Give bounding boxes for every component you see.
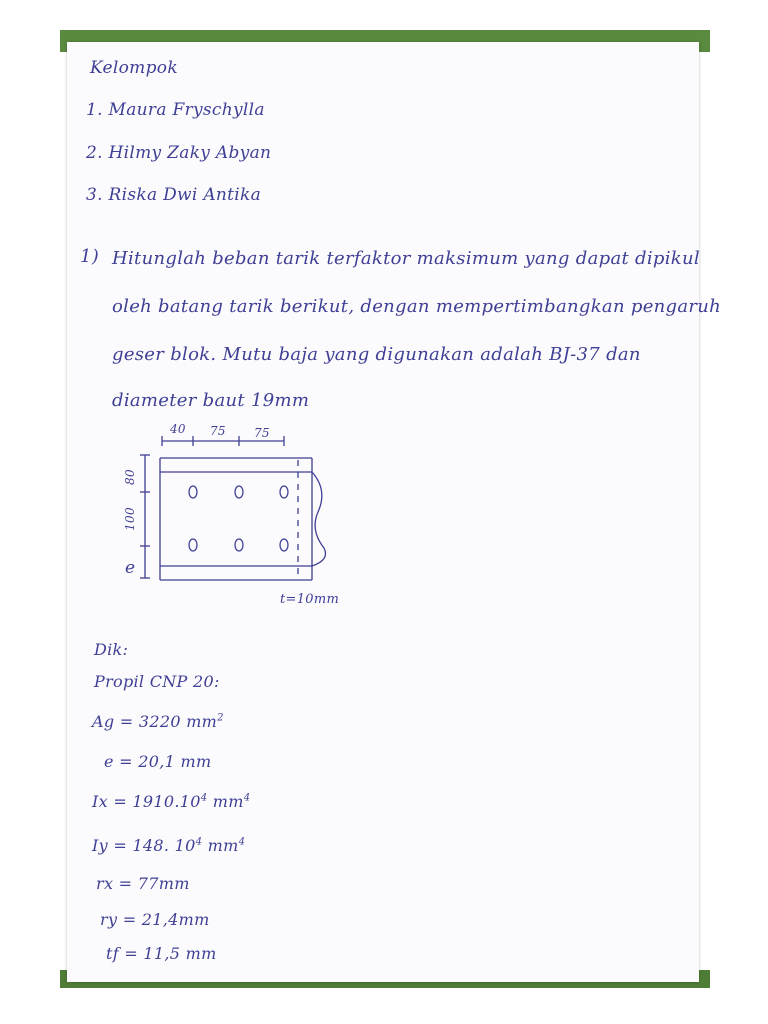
bolt-hole bbox=[189, 539, 197, 551]
given-tf: tf = 11,5 mm bbox=[106, 944, 217, 963]
bolt-hole bbox=[280, 486, 288, 498]
given-ag: Ag = 3220 $mm^2$ bbox=[92, 712, 224, 731]
dim-80: 80 bbox=[122, 469, 137, 485]
bolt-hole bbox=[235, 486, 243, 498]
member-1: 1. Maura Fryschylla bbox=[86, 100, 265, 120]
given-ix: $Ix = 1910.10^4$ $mm^4$ bbox=[92, 792, 251, 811]
given-e: e = 20,1 mm bbox=[104, 752, 212, 771]
question-line-3: geser blok. Mutu baja yang digunakan adalah BJ-37 dan bbox=[112, 344, 641, 365]
question-number: 1) bbox=[80, 246, 100, 267]
thickness-label: t=10mm bbox=[280, 592, 340, 607]
break-line bbox=[312, 472, 326, 566]
profile-label: Propil CNP 20: bbox=[94, 672, 220, 691]
group-title: Kelompok bbox=[90, 58, 178, 78]
question-line-1: Hitunglah beban tarik terfaktor maksimum yang dapat dipikul bbox=[112, 248, 700, 269]
bolt-hole bbox=[189, 486, 197, 498]
dim-100: 100 bbox=[122, 507, 137, 531]
question-line-2: oleh batang tarik berikut, dengan mempertimbangkan pengaruh bbox=[112, 296, 722, 317]
bolt-hole bbox=[280, 539, 288, 551]
member-2: 2. Hilmy Zaky Abyan bbox=[86, 143, 272, 163]
given-label: Dik: bbox=[94, 640, 129, 659]
bolt-hole bbox=[235, 539, 243, 551]
member-3: 3. Riska Dwi Antika bbox=[86, 185, 262, 205]
dim-e: e bbox=[125, 558, 136, 578]
dim-40: 40 bbox=[170, 422, 186, 436]
question-line-4: diameter baut 19mm bbox=[112, 390, 310, 411]
dim-75-b: 75 bbox=[254, 426, 270, 440]
given-rx: rx = 77mm bbox=[96, 874, 190, 893]
given-ry: ry = 21,4mm bbox=[100, 910, 210, 929]
given-iy: Iy = 148. $10^4$ $mm^4$ bbox=[92, 836, 246, 855]
dim-75-a: 75 bbox=[210, 424, 226, 438]
